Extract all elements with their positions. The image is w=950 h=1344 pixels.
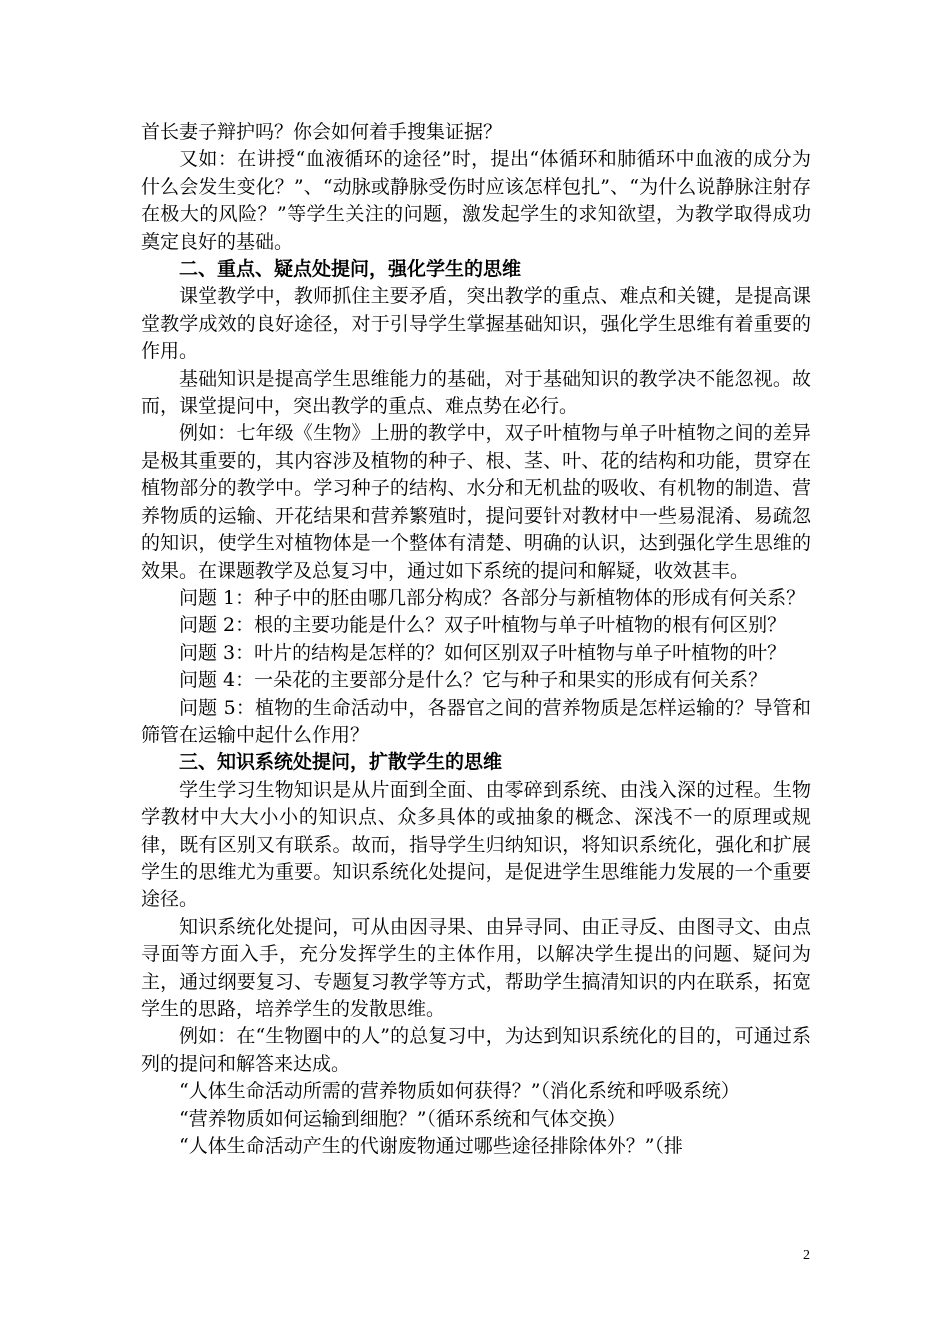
paragraph: 首长妻子辩护吗？你会如何着手搜集证据？ <box>141 121 503 143</box>
paragraph: 基础知识是提高学生思维能力的基础，对于基础知识的教学决不能忽视。故而，课堂提问中，突出教学的重点、难点势在必行。 <box>141 367 811 418</box>
paragraph: 学生学习生物知识是从片面到全面、由零碎到系统、由浅入深的过程。生物学教材中大大小小的知识点、众多具体的或抽象的概念、深浅不一的原理或规律，既有区别又有联系。故而，指导学生归纳知识，将知识系统化，强化和扩展学生的思维尤为重要。知识系统化处提问，是促进学生思维能力发展的一个重要途径。 <box>141 778 811 911</box>
question-paragraph: 问题 5：植物的生命活动中，各器官之间的营养物质是怎样运输的？导管和筛管在运输中起什么作用？ <box>141 696 811 746</box>
paragraph: “人体生命活动产生的代谢废物通过哪些途径排除体外？”（排 <box>179 1135 683 1158</box>
question-paragraph: 问题 3：叶片的结构是怎样的？如何区别双子叶植物与单子叶植物的叶？ <box>179 641 787 664</box>
paragraph: 例如：在“生物圈中的人”的总复习中，为达到知识系统化的目的，可通过系列的提问和解答来达成。 <box>141 1025 811 1075</box>
page-number: 2 <box>803 1248 810 1263</box>
section-heading: 二、重点、疑点处提问，强化学生的思维 <box>179 258 522 281</box>
page-body <box>141 119 811 1160</box>
paragraph: 例如：七年级《生物》上册的教学中，双子叶植物与单子叶植物之间的差异是极其重要的，其内容涉及植物的种子、根、茎、叶、花的结构和功能，贯穿在植物部分的教学中。学习种子的结构、水分和无机盐的吸收、有机物的制造、营养物质的运输、开花结果和营养繁殖时，提问要针对教材中一些易混淆、易疏忽的知识，使学生对植物体是一个整体有清楚、明确的认识，达到强化学生思维的效果。在课题教学及总复习中，通过如下系统的提问和解疑，收效甚丰。 <box>141 422 811 582</box>
section-heading: 三、知识系统处提问，扩散学生的思维 <box>179 751 503 774</box>
question-paragraph: 问题 4：一朵花的主要部分是什么？它与种子和果实的形成有何关系？ <box>179 669 768 692</box>
paragraph: 又如：在讲授“血液循环的途径”时，提出“体循环和肺循环中血液的成分为什么会发生变化？”、“动脉或静脉受伤时应该怎样包扎”、“为什么说静脉注射存在极大的风险？”等学生关注的问题，激发起学生的求知欲望，为教学取得成功奠定良好的基础。 <box>141 148 811 253</box>
paragraph: “营养物质如何运输到细胞？”（循环系统和气体交换） <box>179 1107 626 1130</box>
paragraph: 课堂教学中，教师抓住主要矛盾，突出教学的重点、难点和关键，是提高课堂教学成效的良好途径，对于引导学生掌握基础知识，强化学生思维有着重要的作用。 <box>141 285 811 363</box>
question-paragraph: 问题 2：根的主要功能是什么？双子叶植物与单子叶植物的根有何区别？ <box>179 614 787 637</box>
question-paragraph: 问题 1：种子中的胚由哪几部分构成？各部分与新植物体的形成有何关系？ <box>179 586 806 609</box>
paragraph: 知识系统化处提问，可从由因寻果、由异寻同、由正寻反、由图寻文、由点寻面等方面入手，充分发挥学生的主体作用，以解决学生提出的问题、疑问为主，通过纲要复习、专题复习教学等方式，帮助学生搞清知识的内在联系，拓宽学生的思路，培养学生的发散思维。 <box>141 915 811 1020</box>
paragraph: “人体生命活动所需的营养物质如何获得？”（消化系统和呼吸系统） <box>179 1080 740 1103</box>
